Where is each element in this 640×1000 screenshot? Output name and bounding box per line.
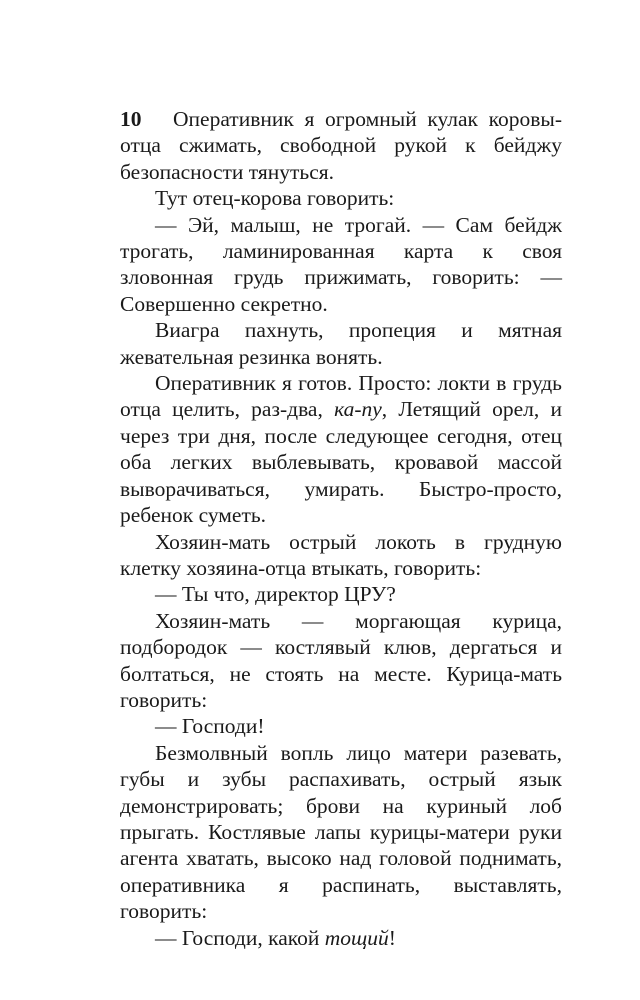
emphasis-text: ка-пу <box>334 397 382 422</box>
paragraph-text: ! <box>388 925 396 950</box>
paragraph: Хозяин-мать — моргающая курица, подбородок — костлявый клюв, дергаться и болтаться, не стоять на месте. Курица-мать говорить: <box>120 608 562 712</box>
paragraph <box>120 925 562 951</box>
paragraph: — Эй, малыш, не трогай. — Сам бейдж трогать, ламинированная карта к своя зловонная грудь прижимать, говорить: — Совершенно секретно. <box>120 212 562 316</box>
paragraph-text: Оперативник я огромный кулак коровы-отца сжимать, свободной рукой к бейджу безопасности тянуться. <box>120 107 562 184</box>
paragraph: — Ты что, директор ЦРУ? <box>155 582 396 607</box>
emphasis-text: тощий <box>324 925 389 950</box>
paragraph-text: — Господи, какой <box>155 925 325 950</box>
paragraph: Безмолвный вопль лицо матери разевать, губы и зубы распахивать, острый язык демонстрировать; брови на куриный лоб прыгать. Костлявые лапы курицы-матери руки агента хватать, высоко над головой поднимать, оперативника я распинать, выставлять, говорить: <box>120 740 562 924</box>
paragraph: Хозяин-мать острый локоть в грудную клетку хозяина-отца втыкать, говорить: <box>120 529 562 580</box>
paragraph-text: Оперативник я готов. Просто: локти в грудь отца целить, раз-два, <box>120 371 562 422</box>
page-body <box>120 106 562 951</box>
paragraph: Виагра пахнуть, пропеция и мятная жевательная резинка вонять. <box>120 318 562 369</box>
paragraph: Тут отец-корова говорить: <box>155 186 395 211</box>
page-number: 10 <box>120 107 142 131</box>
paragraph <box>120 106 562 185</box>
paragraph <box>120 370 562 528</box>
paragraph: — Господи! <box>155 714 265 739</box>
paragraph-text: , Летящий орел, и через три дня, после следующее сегодня, отец оба легких выблевывать, кровавой массой выворачиваться, умирать. Быстро-просто, ребенок суметь. <box>120 397 562 528</box>
